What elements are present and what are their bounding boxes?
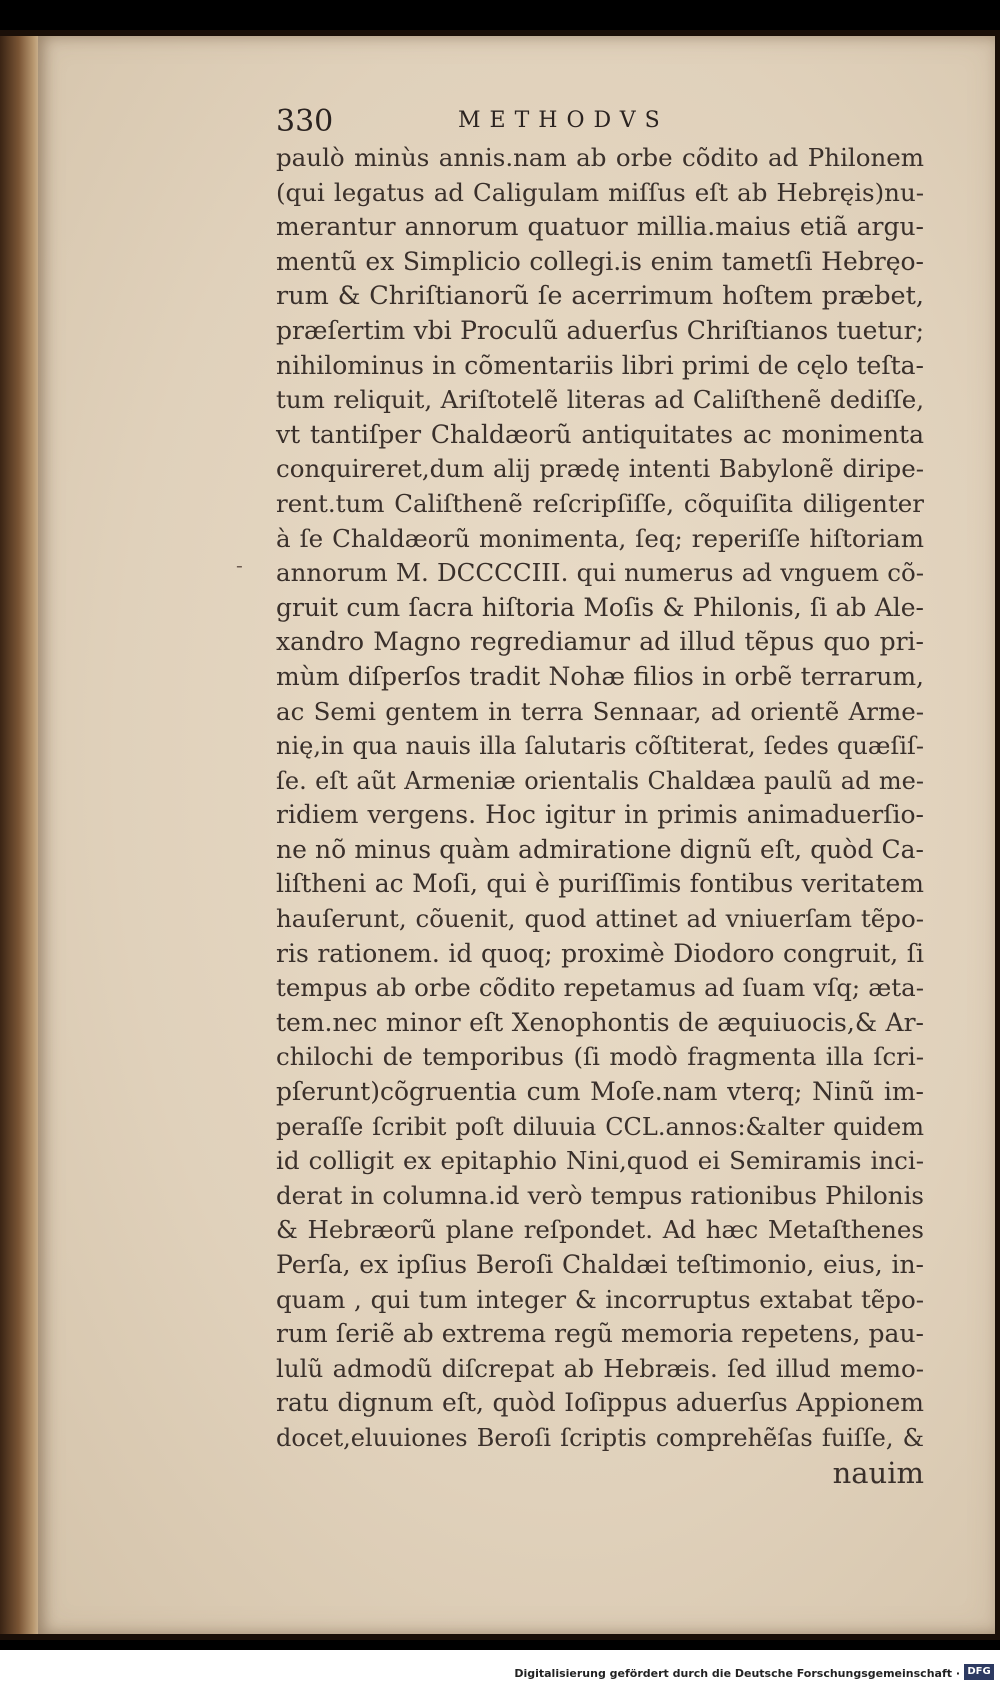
text-line: paulò minùs annis.nam ab orbe cõdito ad Philonem — [276, 143, 924, 172]
text-line: quam , qui tum integer & incorruptus extabat tẽpo- — [276, 1284, 924, 1314]
text-line: vt tantiſper Chaldæorũ antiquitates ac monimenta — [276, 419, 924, 449]
text-line: hauſerunt, cõuenit, quod attinet ad vniuerſam tẽpo- — [276, 904, 924, 934]
text-line: merantur annorum quatuor millia.maius etiã argu- — [276, 212, 924, 242]
text-line: docet,eluuiones Beroſi ſcriptis comprehẽſas fuiſſe, & — [276, 1423, 924, 1452]
text-block — [276, 141, 924, 1490]
text-line: chilochi de temporibus (ſi modò fragmenta illa ſcri- — [276, 1042, 924, 1072]
text-line: mentũ ex Simplicio collegi.is enim tametſi Hebręo- — [276, 246, 924, 276]
book-spine-edge — [0, 36, 42, 1634]
text-line: rum ſeriẽ ab extrema regũ memoria repetens, pau- — [276, 1319, 924, 1349]
running-head — [276, 104, 916, 144]
text-line: xandro Magno regrediamur ad illud tẽpus quo pri- — [276, 627, 924, 657]
text-line: tem.nec minor eſt Xenophontis de æquiuocis,& Ar- — [276, 1007, 924, 1037]
text-line: pſerunt)cõgruentia cum Moſe.nam vterq; Ninũ im- — [276, 1077, 924, 1107]
text-line: & Hebræorũ plane reſpondet. Ad hæc Metaſthenes — [276, 1215, 924, 1245]
text-line: rent.tum Caliſthenẽ reſcripſiſſe, cõquiſita diligenter — [276, 488, 924, 518]
text-line: ac Semi gentem in terra Sennaar, ad orientẽ Arme- — [276, 696, 924, 726]
text-line: lulũ admodũ diſcrepat ab Hebræis. ſed illud memo- — [276, 1353, 924, 1383]
text-line: tum reliquit, Ariſtotelẽ literas ad Caliſthenẽ dediſſe, — [276, 385, 924, 415]
dfg-logo: DFG — [964, 1664, 994, 1680]
text-line: à ſe Chaldæorũ monimenta, ſeq; reperiſſe hiſtoriam — [276, 523, 924, 553]
text-line: tempus ab orbe cõdito repetamus ad ſuam vſq; æta- — [276, 973, 924, 1003]
text-line: ridiem vergens. Hoc igitur in primis animaduerſio- — [276, 800, 924, 830]
text-line: gruit cum ſacra hiſtoria Moſis & Philonis, ſi ab Ale- — [276, 592, 924, 622]
text-line: conquireret,dum alij prædę intenti Babylonẽ diripe- — [276, 454, 924, 484]
text-line: peraſſe ſcribit poſt diluuia CCL.annos:&alter quidem — [276, 1112, 924, 1141]
text-line: id colligit ex epitaphio Nini,quod ei Semiramis inci- — [276, 1146, 924, 1176]
margin-mark: - — [236, 553, 243, 577]
text-line: (qui legatus ad Caligulam miſſus eſt ab Hebręis)nu- — [276, 177, 924, 207]
text-line: nihilominus in cõmentariis libri primi de cęlo teſta- — [276, 350, 924, 380]
text-line: ſe. eſt aũt Armeniæ orientalis Chaldæa paulũ ad me- — [276, 766, 924, 795]
text-line: nię,in qua nauis illa ſalutaris cõſtiterat, ſedes quæſiſ- — [276, 732, 924, 761]
text-line: liſtheni ac Moſi, qui è puriſſimis fontibus veritatem — [276, 869, 924, 899]
text-line: derat in columna.id verò tempus rationibus Philonis — [276, 1180, 924, 1210]
text-line: Perſa, ex ipſius Beroſi Chaldæi teſtimonio, eius, in- — [276, 1250, 924, 1279]
catchword: nauim — [832, 1455, 924, 1490]
page-number: 330 — [276, 104, 334, 139]
text-line: mùm diſperſos tradit Nohæ filios in orbẽ terrarum, — [276, 661, 924, 691]
running-head-title: METHODVS — [458, 108, 669, 133]
footer-credit: Digitalisierung gefördert durch die Deutsche Forschungsgemeinschaft · — [514, 1667, 960, 1680]
text-line: ne nõ minus quàm admiratione dignũ eſt, quòd Ca- — [276, 834, 924, 864]
text-line: ris rationem. id quoq; proximè Diodoro congruit, ſi — [276, 938, 924, 968]
text-line: rum & Chriſtianorũ ſe acerrimum hoſtem præbet, — [276, 281, 924, 312]
text-line: annorum M. DCCCCIII. qui numerus ad vnguem cõ- — [276, 558, 924, 588]
text-line: ratu dignum eſt, quòd Ioſippus aduerſus Appionem — [276, 1388, 924, 1418]
text-line: præſertim vbi Proculũ aduerſus Chriſtianos tuetur; — [276, 315, 924, 345]
